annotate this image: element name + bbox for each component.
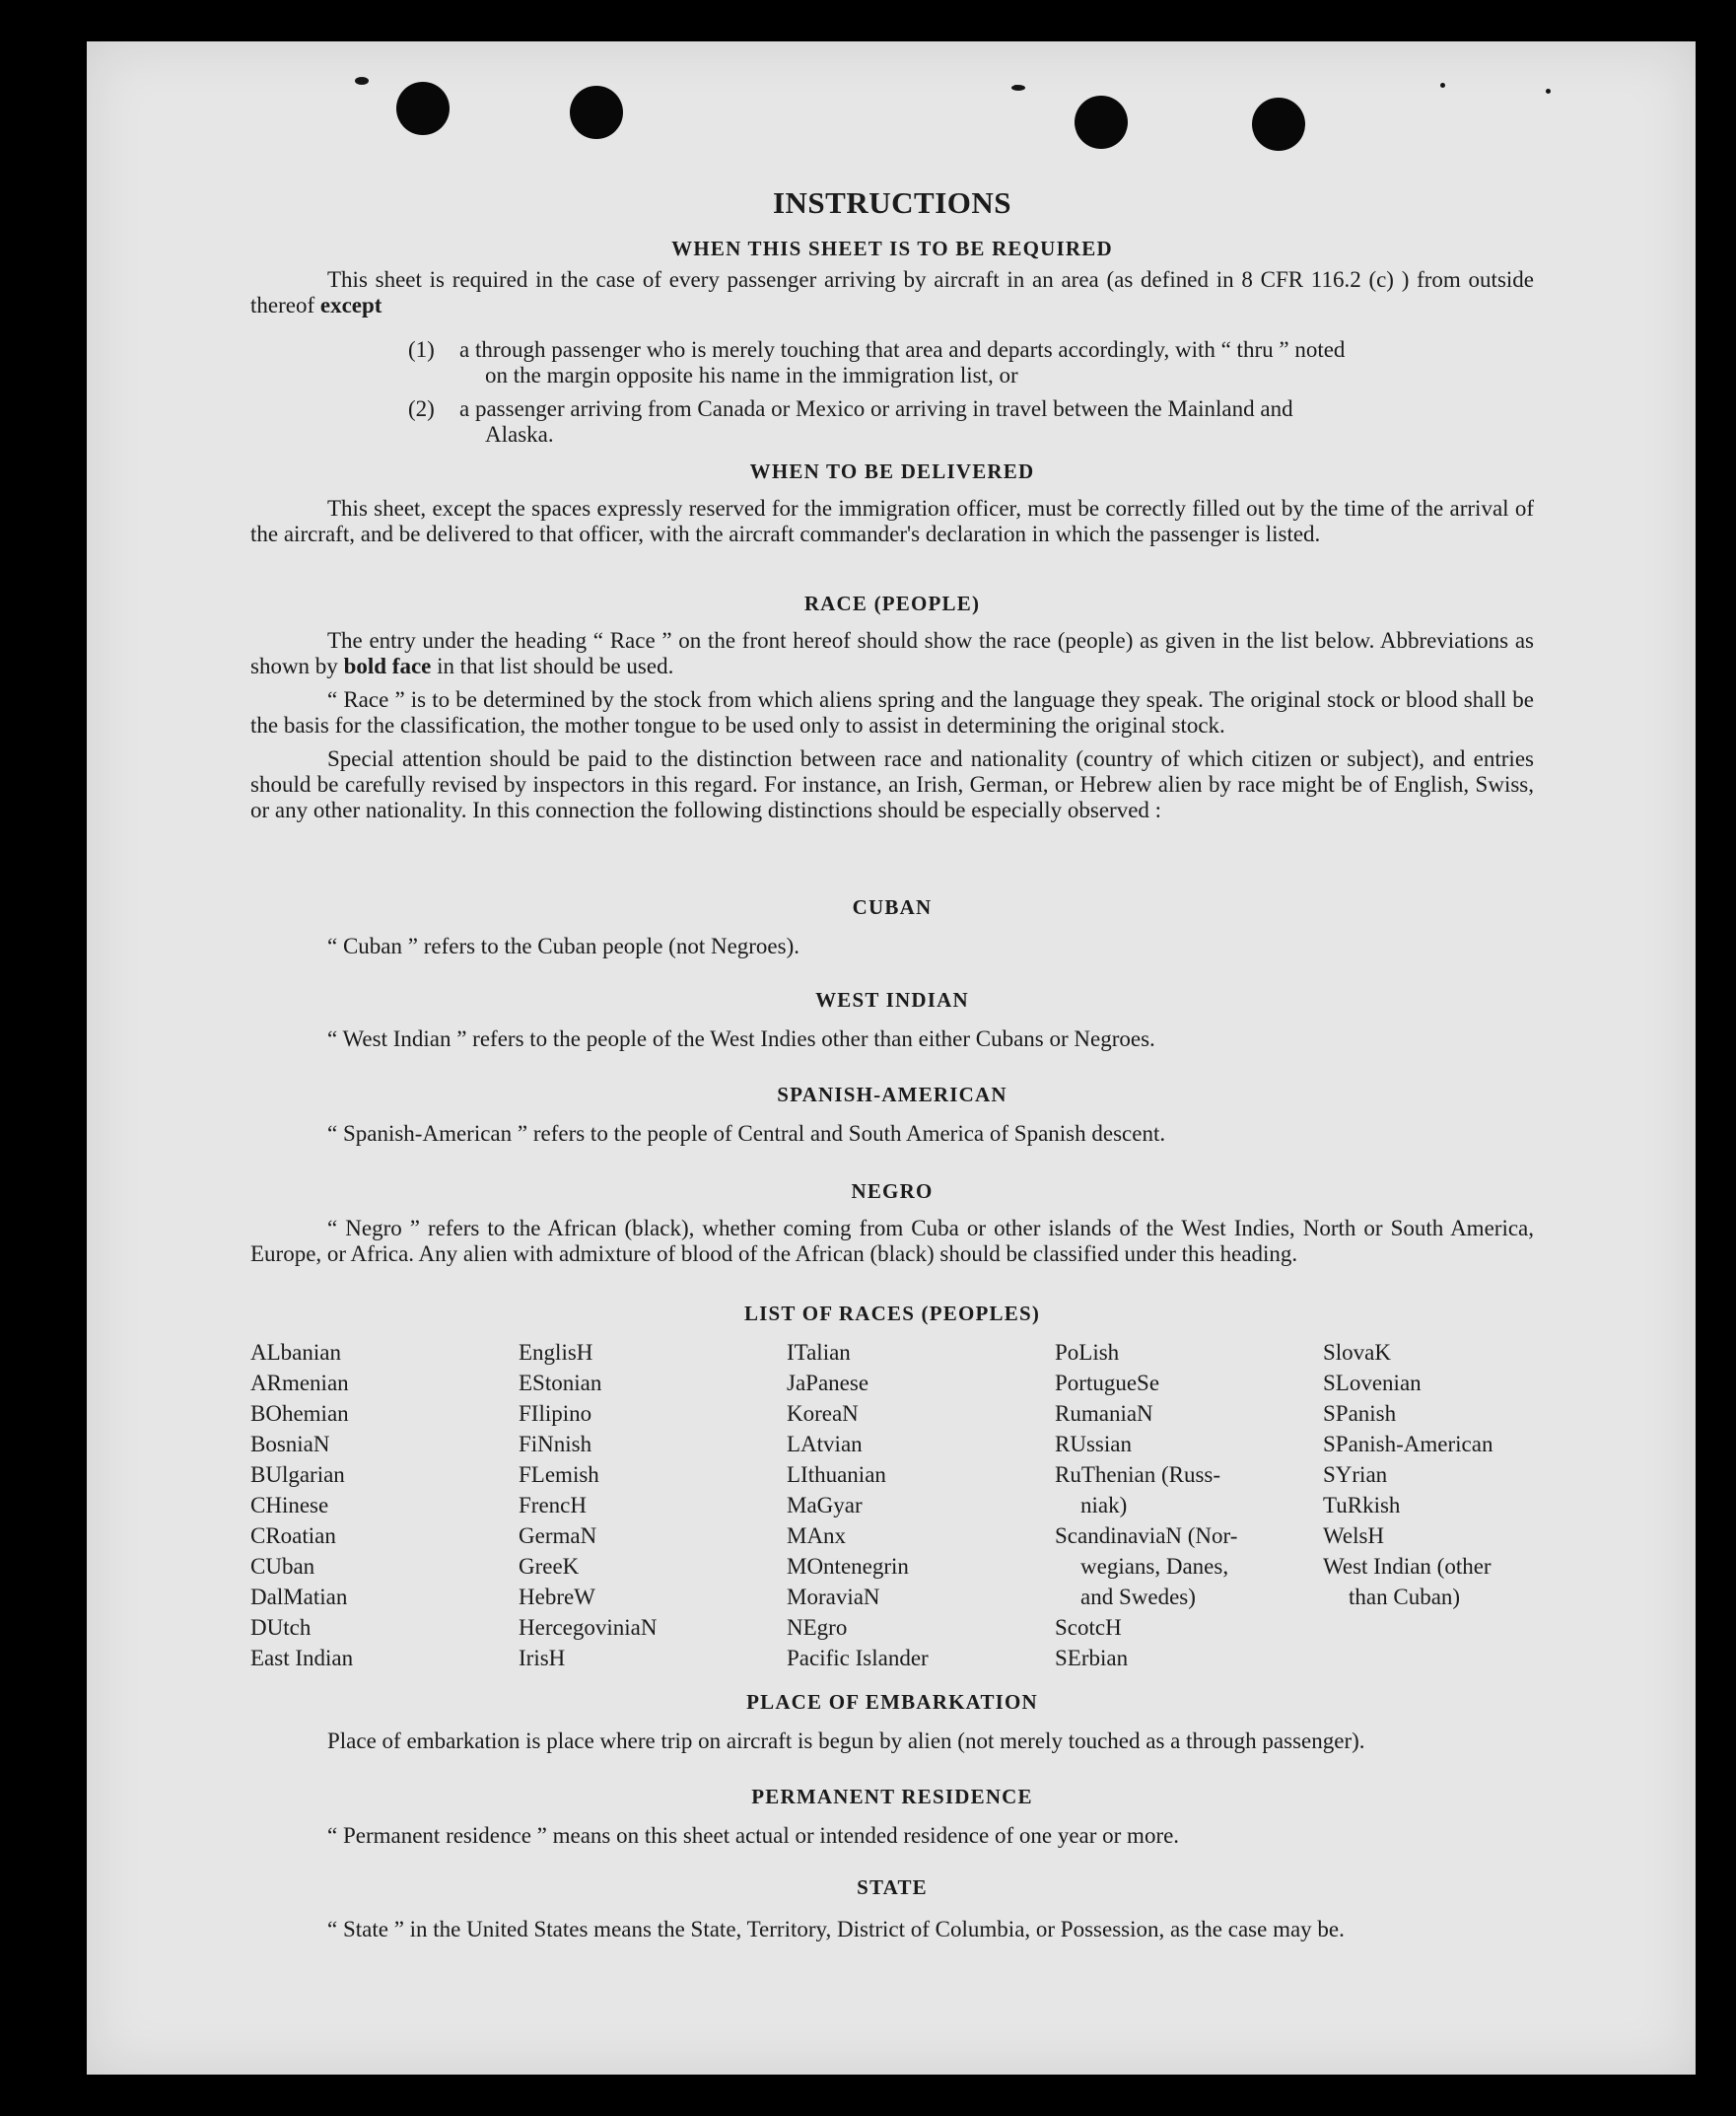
race-entry: West Indian (other — [1323, 1554, 1492, 1579]
race-entry: FIlipino — [519, 1401, 592, 1426]
races-column — [519, 1337, 787, 1673]
section-negro — [250, 1179, 1534, 1267]
race-entry: BUlgarian — [250, 1462, 345, 1487]
page-title: INSTRUCTIONS — [772, 185, 1011, 220]
race-entry: SPanish-American — [1323, 1432, 1493, 1456]
race-entry: MOntenegrin — [787, 1554, 909, 1579]
paragraph: “ State ” in the United States means the State, Territory, District of Columbia, or Possession, as the case may be. — [327, 1917, 1345, 1941]
race-entry: RuThenian (Russ- — [1055, 1462, 1221, 1487]
races-column — [787, 1337, 1055, 1673]
paragraph: The entry under the heading “ Race ” on the front hereof should show the race (people) as given in the list below. Abbreviations as shown by bold face in that list should be used. — [250, 628, 1534, 678]
exception-item: (2) a passenger arriving from Canada or Mexico or arriving in travel between the Mainland and Alaska. — [408, 396, 1293, 447]
race-entry: TuRkish — [1323, 1493, 1401, 1517]
punch-hole — [570, 86, 623, 139]
exception-item: (1) a through passenger who is merely touching that area and departs accordingly, with “ thru ” noted on the margin opposite his name in the immigration list, or — [408, 337, 1346, 388]
race-entry: IrisH — [519, 1646, 566, 1670]
race-entry: GermaN — [519, 1523, 597, 1548]
paragraph: This sheet, except the spaces expressly reserved for the immigration officer, must be correctly filled out by the time of the arrival of the aircraft, and be delivered to that officer, with the aircraft commander's declaration in which the passenger is listed. — [250, 496, 1534, 546]
race-entry: DUtch — [250, 1615, 312, 1640]
paragraph: “ Cuban ” refers to the Cuban people (not Negroes). — [327, 934, 800, 958]
race-entry: LAtvian — [787, 1432, 863, 1456]
race-entry: SPanish — [1323, 1401, 1397, 1426]
speck — [1546, 89, 1551, 94]
race-entry: MoraviaN — [787, 1585, 880, 1609]
paragraph: “ Spanish-American ” refers to the people of Central and South America of Spanish descent. — [327, 1121, 1166, 1146]
race-entry: JaPanese — [787, 1371, 869, 1395]
section-heading: WHEN TO BE DELIVERED — [749, 459, 1035, 483]
race-entry: CUban — [250, 1554, 315, 1579]
section-race — [250, 592, 1534, 823]
race-entry: GreeK — [519, 1554, 580, 1579]
race-entry: SYrian — [1323, 1462, 1388, 1487]
section-heading: PLACE OF EMBARKATION — [746, 1690, 1038, 1714]
races-column — [1323, 1337, 1542, 1612]
paragraph: Place of embarkation is place where trip on aircraft is begun by alien (not merely touched as a through passenger). — [327, 1728, 1365, 1753]
section-spanish-american — [250, 1083, 1534, 1147]
race-entry: PoLish — [1055, 1340, 1120, 1365]
punch-hole — [1075, 96, 1128, 149]
races-column — [1055, 1337, 1323, 1673]
section-cuban — [250, 895, 1534, 959]
race-entry: DalMatian — [250, 1585, 348, 1609]
race-entry: PortugueSe — [1055, 1371, 1160, 1395]
race-entry: EnglisH — [519, 1340, 593, 1365]
section-when-delivered — [250, 459, 1534, 547]
section-residence — [250, 1785, 1534, 1849]
paragraph: “ Race ” is to be determined by the stock from which aliens spring and the language they speak. The original stock or blood shall be the basis for the classification, the mother tongue to be used only to assist in determining the original stock. — [250, 687, 1534, 738]
race-entry: FiNnish — [519, 1432, 592, 1456]
race-entry: Pacific Islander — [787, 1646, 929, 1670]
race-entry: ITalian — [787, 1340, 851, 1365]
section-heading: WEST INDIAN — [815, 988, 969, 1012]
section-heading: NEGRO — [851, 1179, 934, 1203]
race-entry: ARmenian — [250, 1371, 349, 1395]
section-embarkation — [250, 1690, 1534, 1756]
race-entry-continued: and Swedes) — [1080, 1585, 1196, 1609]
races-column — [250, 1337, 519, 1673]
paragraph: “ Negro ” refers to the African (black), whether coming from Cuba or other islands of the West Indies, North or South America, Europe, or Africa. Any alien with admixture of blood of the African (black) should be classified under this heading. — [250, 1216, 1534, 1266]
race-entry: BOhemian — [250, 1401, 349, 1426]
section-heading: RACE (PEOPLE) — [803, 592, 981, 615]
section-heading: WHEN THIS SHEET IS TO BE REQUIRED — [671, 237, 1113, 260]
race-entry: SLovenian — [1323, 1371, 1422, 1395]
race-entry-continued: niak) — [1080, 1493, 1128, 1517]
race-entry: RumaniaN — [1055, 1401, 1153, 1426]
paragraph: “ Permanent residence ” means on this sheet actual or intended residence of one year or more. — [327, 1823, 1180, 1848]
race-entry: NEgro — [787, 1615, 848, 1640]
race-entry: SlovaK — [1323, 1340, 1391, 1365]
race-entry: CHinese — [250, 1493, 329, 1517]
section-west-indian — [250, 988, 1534, 1052]
section-heading: SPANISH-AMERICAN — [777, 1083, 1007, 1106]
speck — [355, 77, 369, 85]
punch-hole — [396, 82, 450, 135]
race-entry: RUssian — [1055, 1432, 1132, 1456]
race-entry: MAnx — [787, 1523, 847, 1548]
race-entry: ScandinaviaN (Nor- — [1055, 1523, 1238, 1548]
section-state — [250, 1875, 1534, 1945]
paragraph: “ West Indian ” refers to the people of the West Indies other than either Cubans or Negroes. — [327, 1026, 1155, 1051]
race-entry: ALbanian — [250, 1340, 341, 1365]
race-entry: MaGyar — [787, 1493, 863, 1517]
race-entry: WelsH — [1323, 1523, 1385, 1548]
speck — [1011, 85, 1025, 91]
punch-hole — [1252, 98, 1305, 151]
section-heading: STATE — [857, 1875, 928, 1899]
section-when-required — [250, 237, 1534, 318]
race-entry: SErbian — [1055, 1646, 1129, 1670]
race-entry-continued: than Cuban) — [1349, 1585, 1461, 1609]
paragraph: This sheet is required in the case of every passenger arriving by aircraft in an area (as defined in 8 CFR 116.2 (c) ) from outside thereof except — [250, 267, 1534, 317]
section-heading: LIST OF RACES (PEOPLES) — [743, 1302, 1041, 1325]
race-entry: FLemish — [519, 1462, 599, 1487]
section-heading: PERMANENT RESIDENCE — [751, 1785, 1033, 1808]
section-list-of-races — [250, 1302, 1534, 1326]
race-entry: CRoatian — [250, 1523, 336, 1548]
race-entry: HebreW — [519, 1585, 595, 1609]
paragraph: Special attention should be paid to the distinction between race and nationality (country of which citizen or subject), and entries should be carefully revised by inspectors in this regard. For instance, an Irish, German, or Hebrew alien by race might be of English, Swiss, or any other nationality. In this connection the following distinctions should be especially observed : — [250, 746, 1534, 822]
race-entry: EStonian — [519, 1371, 602, 1395]
race-entry: KoreaN — [787, 1401, 859, 1426]
race-entry: FrencH — [519, 1493, 587, 1517]
section-heading: CUBAN — [852, 895, 933, 919]
race-entry-continued: wegians, Danes, — [1080, 1554, 1229, 1579]
race-entry: LIthuanian — [787, 1462, 886, 1487]
race-entry: East Indian — [250, 1646, 354, 1670]
race-entry: ScotcH — [1055, 1615, 1122, 1640]
speck — [1440, 83, 1445, 88]
race-entry: HercegoviniaN — [519, 1615, 658, 1640]
race-entry: BosniaN — [250, 1432, 330, 1456]
